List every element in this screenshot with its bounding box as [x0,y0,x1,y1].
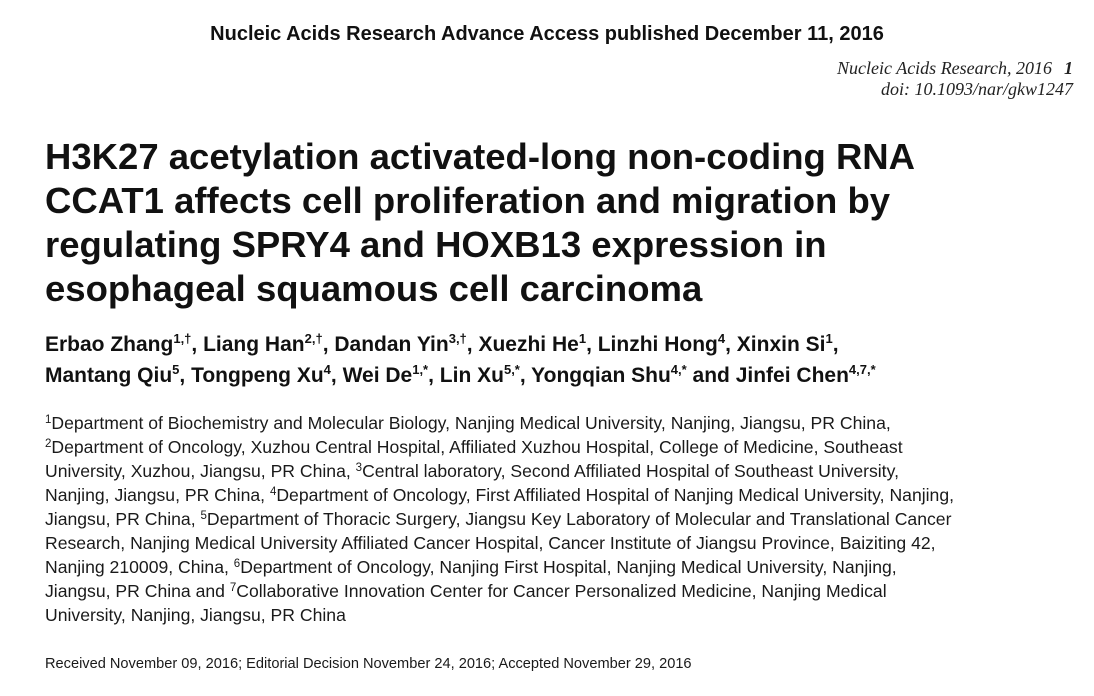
journal-header [837,58,1073,100]
received-dates: Received November 09, 2016; Editorial Decision November 24, 2016; Accepted November 29, 2016 [45,656,692,672]
affiliation-text: Department of Oncology, Nanjing First Hospital, Nanjing Medical University, Nanjing, [240,557,897,577]
affiliation-number: 3 [355,462,363,474]
affiliation-line [45,435,1085,459]
affiliation-line [45,555,1085,579]
affiliation-line [45,507,1085,531]
doi: doi: 10.1093/nar/gkw1247 [881,79,1073,99]
author-affiliation-marker: 1 [825,331,833,346]
affiliation-line [45,483,1085,507]
title-line: esophageal squamous cell carcinoma [45,268,703,309]
author-name: Tongpeng Xu [191,364,324,387]
author-line: Erbao Zhang$^{1,\dagger}$, Liang Han$^{2,\dagger}$, Dandan Yin$^{3,\dagger}$, Xuezhi He$^1$, Linzhi Hong$^4$, Xinxin Si$^1$, [45,331,839,356]
affiliation-number: 1 [45,414,52,426]
author-joiner: and [692,364,730,387]
affiliation-text: Department of Oncology, First Affiliated Hospital of Nanjing Medical University, Nanjing, [276,485,955,505]
affiliation-text: Department of Thoracic Surgery, Jiangsu Key Laboratory of Molecular and Translational Cancer [206,509,952,529]
affiliation-text: Research, Nanjing Medical University Affiliated Cancer Hospital, Cancer Institute of Jiangsu Province, Baiziting 42, [45,533,936,553]
affiliation-text: Jiangsu, PR China, [45,509,196,529]
affiliation-text: Department of Oncology, Xuzhou Central Hospital, Affiliated Xuzhou Hospital, College of Medicine, Southeast [51,437,903,457]
author-affiliation-marker: 4 [717,331,726,346]
author-affiliation-marker: 4,* [670,362,687,377]
author-name: Jinfei Chen [735,364,849,387]
affiliation-line [45,459,1085,483]
author-line: Mantang Qiu$^5$, Tongpeng Xu$^4$, Wei $De^{1,*}$, Lin $Xu^{5,*}$, Yongqian Shu$^{4,*}$ and Jinfei Chen$^{4,7,*}$ [45,362,876,387]
journal-line [837,58,1073,79]
author-name: Linzhi Hong [597,333,718,356]
author-affiliation-marker: 5,* [503,362,520,377]
author-name: Liang Han [203,333,305,356]
author-affiliation-marker: 1,† [173,331,192,346]
affiliation-line [45,411,1085,435]
article-title [45,135,1075,311]
author-name: Mantang Qiu [45,364,173,387]
author-affiliation-marker: 1,* [412,362,429,377]
advance-access-banner: Nucleic Acids Research Advance Access published December 11, 2016 [210,23,884,45]
author-list [45,329,1085,391]
author-affiliation-marker: 3,† [448,331,467,346]
author-name: Xinxin Si [736,333,826,356]
affiliation-text: Department of Biochemistry and Molecular Biology, Nanjing Medical University, Nanjing, Jiangsu, PR China, [51,413,891,433]
author-affiliation-marker: 1 [578,331,587,346]
author-affiliation-marker: 2,† [304,331,323,346]
affiliation-text: Nanjing 210009, China, [45,557,229,577]
author-name: Yongqian Shu [531,364,671,387]
author-name: Xuezhi He [478,333,579,356]
affiliation-text: University, Xuzhou, Jiangsu, PR China, [45,461,351,481]
affiliation-number: 6 [233,558,241,570]
author-name: Lin Xu [439,364,504,387]
affiliation-line [45,603,1085,627]
journal-name: Nucleic Acids Research, 2016 [837,58,1052,78]
affiliation-line [45,579,1085,603]
author-name: Dandan Yin [334,333,449,356]
title-line: regulating SPRY4 and HOXB13 expression in [45,224,827,265]
affiliation-number: 2 [45,438,52,450]
affiliation-number: 4 [269,486,277,498]
author-affiliation-marker: 4,7,* [848,362,876,377]
affiliations [45,411,1085,627]
affiliation-text: Nanjing, Jiangsu, PR China, [45,485,266,505]
title-line: H3K27 acetylation activated-long non-coding RNA [45,136,916,177]
affiliation-line [45,531,1085,555]
affiliation-text: Jiangsu, PR China and [45,581,225,601]
affiliation-number: 5 [200,510,207,522]
affiliation-text: Central laboratory, Second Affiliated Hospital of Southeast University, [362,461,899,481]
affiliation-number: 7 [229,582,237,594]
affiliation-text: Collaborative Innovation Center for Cancer Personalized Medicine, Nanjing Medical [236,581,887,601]
affiliation-text: University, Nanjing, Jiangsu, PR China [45,605,346,625]
title-line: CCAT1 affects cell proliferation and migration by [45,180,891,221]
author-name: Wei De [342,364,413,387]
author-affiliation-marker: 4 [323,362,331,377]
page-number: 1 [1064,58,1073,78]
author-name: Erbao Zhang [45,333,174,356]
author-affiliation-marker: 5 [172,362,180,377]
